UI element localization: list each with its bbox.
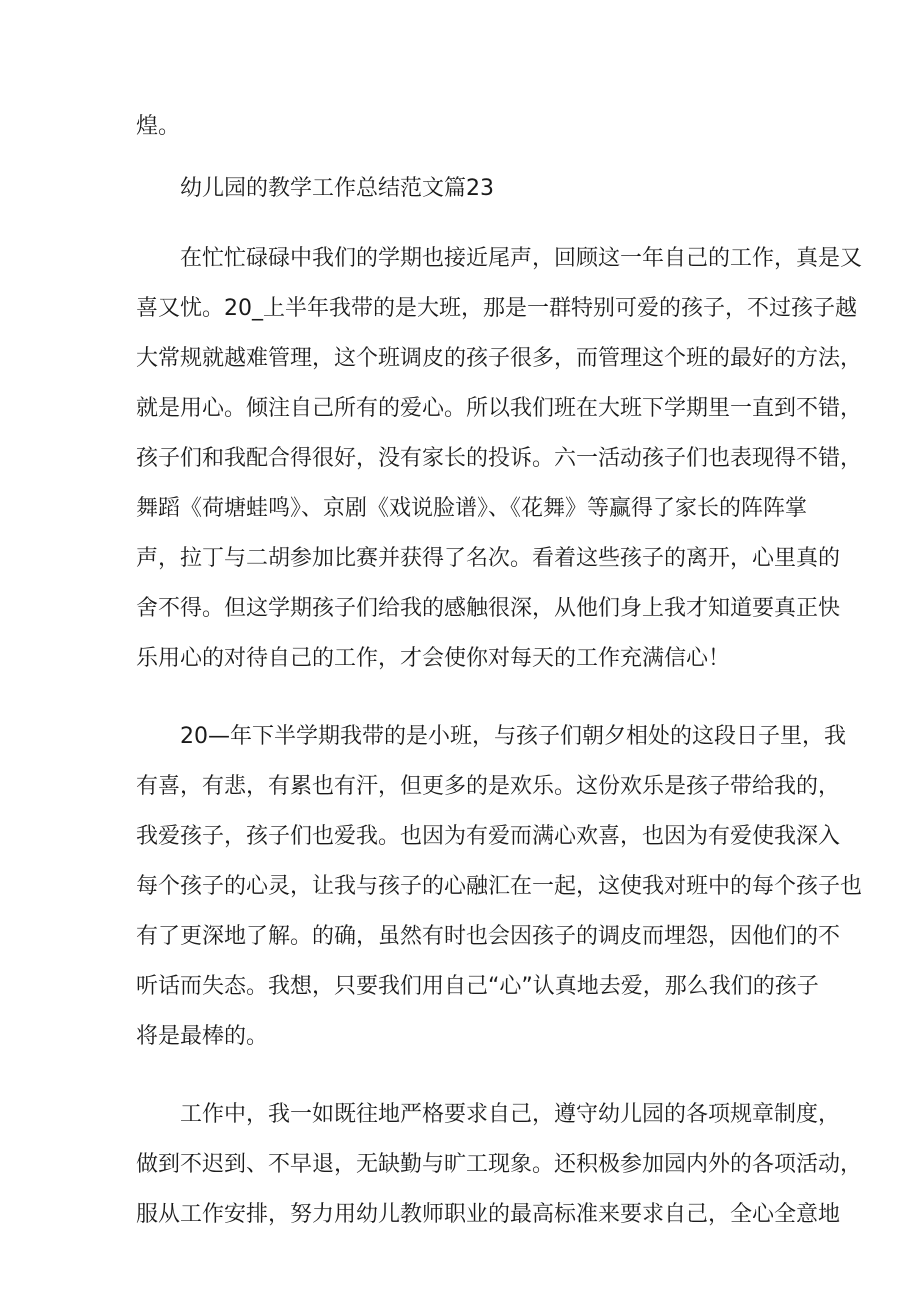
paragraph-line: 乐用心的对待自己的工作，才会使你对每天的工作充满信心！ [136, 646, 731, 671]
paragraph-line: 在忙忙碌碌中我们的学期也接近尾声，回顾这一年自己的工作，真是又 [180, 246, 863, 271]
paragraph-line: 工作中，我一如既往地严格要求自己，遵守幼儿园的各项规章制度， [180, 1102, 841, 1127]
paragraph-line: 将是最棒的。 [136, 1024, 269, 1049]
paragraph-line: 做到不迟到、不早退，无缺勤与旷工现象。还积极参加园内外的各项活动， [136, 1152, 863, 1177]
paragraph-line: 每个孩子的心灵，让我与孩子的心融汇在一起，这使我对班中的每个孩子也 [136, 874, 863, 899]
opening-line: 煌。 [136, 114, 181, 139]
paragraph-line: 我爱孩子，孩子们也爱我。也因为有爱而满心欢喜，也因为有爱使我深入 [136, 824, 841, 849]
paragraph-line: 听话而失态。我想，只要我们用自己“心”认真地去爱，那么我们的孩子 [136, 974, 819, 999]
paragraph-line: 孩子们和我配合得很好，没有家长的投诉。六一活动孩子们也表现得不错， [136, 446, 863, 471]
section-heading: 幼儿园的教学工作总结范文篇23 [180, 176, 494, 201]
paragraph-line: 20—年下半学期我带的是小班，与孩子们朝夕相处的这段日子里，我 [180, 724, 846, 749]
paragraph-line: 喜又忧。20_上半年我带的是大班，那是一群特别可爱的孩子，不过孩子越 [136, 296, 857, 321]
paragraph-line: 声，拉丁与二胡参加比赛并获得了名次。看着这些孩子的离开，心里真的 [136, 546, 841, 571]
paragraph-line: 有喜，有悲，有累也有汗，但更多的是欢乐。这份欢乐是孩子带给我的， [136, 774, 841, 799]
paragraph-line: 就是用心。倾注自己所有的爱心。所以我们班在大班下学期里一直到不错， [136, 396, 863, 421]
paragraph-line: 舞蹈《荷塘蛙鸣》、京剧《戏说脸谱》、《花舞》等赢得了家长的阵阵掌 [136, 496, 808, 521]
paragraph-line: 服从工作安排，努力用幼儿教师职业的最高标准来要求自己，全心全意地 [136, 1202, 841, 1227]
paragraph-line: 有了更深地了解。的确，虽然有时也会因孩子的调皮而埋怨，因他们的不 [136, 924, 841, 949]
paragraph-line: 舍不得。但这学期孩子们给我的感触很深，从他们身上我才知道要真正快 [136, 596, 841, 621]
paragraph-line: 大常规就越难管理，这个班调皮的孩子很多，而管理这个班的最好的方法， [136, 346, 863, 371]
